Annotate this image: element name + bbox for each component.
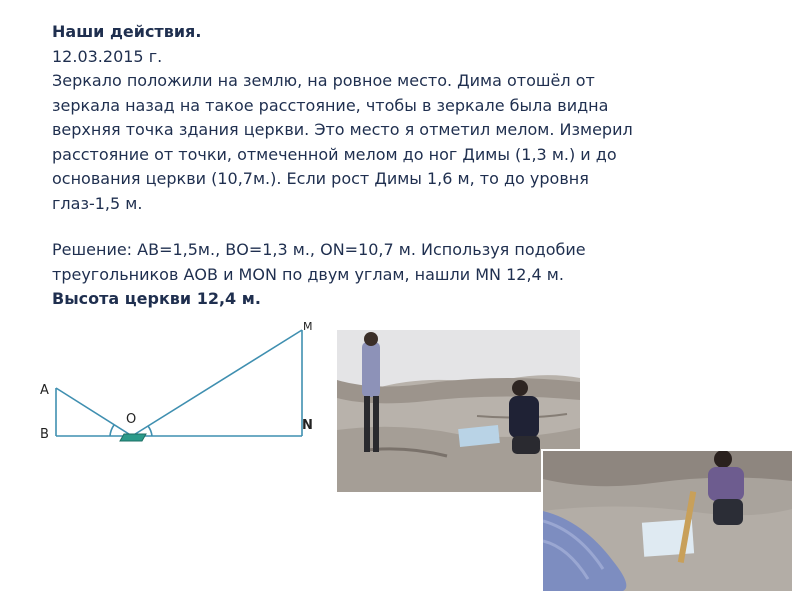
angle-arc-left: [110, 425, 114, 436]
solution-line: треугольников АОВ и МОN по двум углам, нашли МN 12,4 м.: [52, 264, 564, 284]
paragraph-line: зеркала назад на такое расстояние, чтобы в зеркале была видна: [52, 95, 609, 115]
slide-text: [52, 20, 792, 312]
triangles-diagram: [0, 320, 340, 460]
photo-measurement-2: [543, 451, 792, 591]
photo-2-image: [543, 451, 792, 591]
result-line: Высота церкви 12,4 м.: [52, 289, 261, 308]
slide-date: 12.03.2015 г.: [52, 46, 163, 66]
triangles-svg: [0, 320, 340, 460]
paragraph-line: верхняя точка здания церкви. Это место я отметил мелом. Измерил: [52, 120, 633, 139]
label-m: M: [303, 320, 313, 333]
spacer: [52, 216, 792, 238]
line-ao: [56, 388, 132, 436]
paragraph-line: Зеркало положили на землю, на ровное место. Дима отошёл от: [52, 71, 595, 90]
line-om: [132, 330, 302, 436]
label-b: В: [40, 427, 49, 442]
label-a: А: [40, 383, 49, 398]
label-n: N: [302, 418, 313, 433]
paragraph-line: глаз-1,5 м.: [52, 193, 143, 213]
paragraph-line: расстояние от точки, отмеченной мелом до ног Димы (1,3 м.) и до: [52, 144, 617, 164]
angle-arc-right: [148, 426, 152, 436]
slide-heading: Наши действия.: [52, 22, 202, 41]
solution-line: Решение: АВ=1,5м., ВО=1,3 м., ОN=10,7 м. Используя подобие: [52, 240, 586, 259]
label-o: О: [126, 412, 137, 427]
paragraph-line: основания церкви (10,7м.). Если рост Димы 1,6 м, то до уровня: [52, 169, 589, 188]
mirror-shape: [120, 434, 146, 441]
